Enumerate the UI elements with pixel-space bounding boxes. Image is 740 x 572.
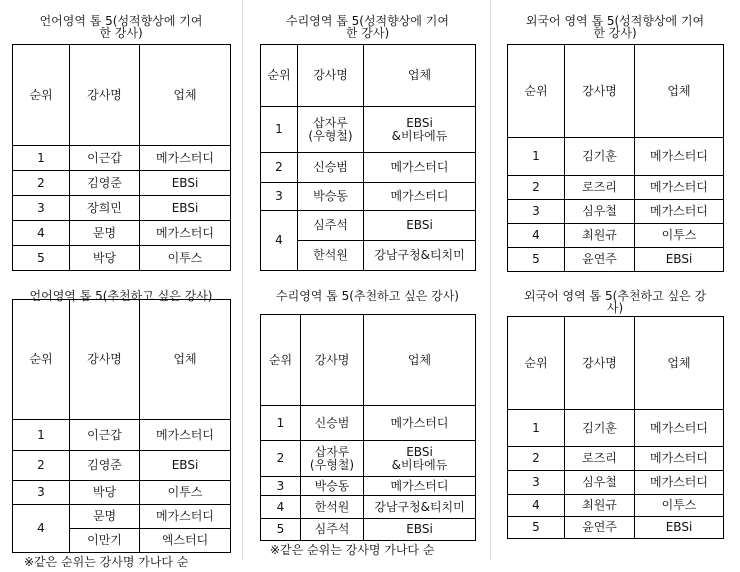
column-divider-left — [242, 0, 243, 560]
instructor-cell: 윤연주 — [565, 517, 635, 539]
rank-cell: 2 — [261, 153, 298, 183]
rank-cell: 2 — [13, 171, 70, 196]
instructor-cell: 심우철 — [565, 200, 635, 224]
rank-cell: 3 — [261, 477, 301, 496]
table-row — [508, 138, 724, 176]
rank-cell: 4 — [261, 496, 301, 519]
title-line-1: 외국어 영역 톱 5(성적향상에 기여 — [525, 14, 705, 28]
table-row — [508, 248, 724, 272]
company-cell: EBSi &비타에듀 — [364, 107, 476, 153]
rank-cell: 5 — [508, 248, 565, 272]
title-line-1: 외국어 영역 톱 5(추천하고 싶은 강 — [523, 289, 707, 303]
table-row — [13, 246, 231, 271]
company-cell: 메가스터디 — [140, 505, 231, 529]
header-instructor: 강사명 — [565, 317, 635, 410]
instructor-cell: 문명 — [70, 221, 140, 246]
panel-title — [260, 290, 475, 302]
header-row — [261, 315, 476, 406]
rank-cell: 1 — [261, 107, 298, 153]
table-row — [261, 153, 476, 183]
rank-cell: 1 — [261, 406, 301, 441]
table-row — [13, 196, 231, 221]
panel-foreign-recommended — [507, 284, 723, 572]
title-line-2: 한 강사) — [99, 26, 143, 40]
company-cell: 이투스 — [140, 481, 231, 505]
panel-title — [507, 15, 723, 39]
header-instructor: 강사명 — [70, 45, 140, 146]
instructor-cell: 이근갑 — [70, 146, 140, 171]
instructor-cell: 박당 — [70, 246, 140, 271]
instructor-cell: 한석원 — [298, 241, 364, 271]
instructor-cell: 최원규 — [565, 224, 635, 248]
title-line-1: 수리영역 톱 5(성적향상에 기여 — [286, 14, 449, 28]
instructor-cell: 윤연주 — [565, 248, 635, 272]
header-company: 업체 — [364, 45, 476, 107]
company-cell: EBSi — [140, 196, 231, 221]
table-row — [261, 441, 476, 477]
company-cell: 메가스터디 — [635, 138, 724, 176]
company-cell: 메가스터디 — [635, 447, 724, 471]
footnote-same-rank: ※같은 순위는 강사명 가나다 순 — [24, 555, 189, 569]
rank-cell: 4 — [508, 224, 565, 248]
title-line-2: 한 강사) — [593, 26, 637, 40]
table-row — [508, 447, 724, 471]
instructor-cell: 심주석 — [301, 519, 364, 541]
instructor-cell: 신승범 — [301, 406, 364, 441]
rank-cell: 2 — [508, 447, 565, 471]
instructor-cell: 김영준 — [70, 171, 140, 196]
header-row — [508, 317, 724, 410]
table-row — [261, 183, 476, 211]
instructor-cell: 심우철 — [565, 471, 635, 495]
panel-title — [12, 15, 230, 39]
rank-cell: 1 — [508, 138, 565, 176]
company-cell: 메가스터디 — [635, 471, 724, 495]
table-row — [261, 107, 476, 153]
company-cell: 메가스터디 — [364, 406, 476, 441]
instructor-cell: 장희민 — [70, 196, 140, 221]
instructor-cell: 로즈리 — [565, 447, 635, 471]
header-company: 업체 — [140, 300, 231, 420]
rank-cell: 4 — [13, 505, 70, 553]
ranking-table — [260, 44, 476, 271]
header-rank: 순위 — [13, 45, 70, 146]
company-cell: 엑스터디 — [140, 529, 231, 553]
table-row — [508, 517, 724, 539]
header-rank: 순위 — [261, 315, 301, 406]
instructor-cell: 삽자루 (우형철) — [298, 107, 364, 153]
table-row — [508, 224, 724, 248]
company-cell: 강남구청&티치미 — [364, 241, 476, 271]
company-cell: EBSi &비타에듀 — [364, 441, 476, 477]
title-line-1: 언어영역 톱 5(추천하고 싶은 강사) — [29, 289, 213, 303]
rank-cell: 4 — [508, 495, 565, 517]
header-instructor: 강사명 — [301, 315, 364, 406]
rank-cell: 5 — [13, 246, 70, 271]
footnote-same-rank: ※같은 순위는 강사명 가나다 순 — [270, 543, 435, 557]
table-row — [261, 406, 476, 441]
title-line-1: 수리영역 톱 5(추천하고 싶은 강사) — [276, 289, 459, 303]
company-cell: 메가스터디 — [635, 410, 724, 447]
instructor-cell: 박승동 — [298, 183, 364, 211]
instructor-cell: 신승범 — [298, 153, 364, 183]
company-cell: 메가스터디 — [140, 221, 231, 246]
header-company: 업체 — [635, 45, 724, 138]
header-row — [13, 45, 231, 146]
instructor-cell: 최원규 — [565, 495, 635, 517]
company-cell: 강남구청&티치미 — [364, 496, 476, 519]
rank-cell: 4 — [261, 211, 298, 271]
instructor-cell: 한석원 — [301, 496, 364, 519]
company-cell: 메가스터디 — [364, 183, 476, 211]
header-rank: 순위 — [13, 300, 70, 420]
table-row — [261, 519, 476, 541]
panel-math-improvement — [260, 0, 475, 280]
company-cell: 메가스터디 — [364, 153, 476, 183]
company-cell: 메가스터디 — [635, 200, 724, 224]
header-instructor: 강사명 — [70, 300, 140, 420]
table-row — [261, 477, 476, 496]
ranking-table — [260, 314, 476, 541]
rank-cell: 2 — [508, 176, 565, 200]
table-row — [508, 410, 724, 447]
rank-cell: 5 — [508, 517, 565, 539]
company-cell: EBSi — [364, 519, 476, 541]
company-cell: 이투스 — [635, 495, 724, 517]
instructor-cell: 박당 — [70, 481, 140, 505]
company-cell: 메가스터디 — [140, 146, 231, 171]
company-cell: EBSi — [140, 171, 231, 196]
table-row — [13, 451, 231, 481]
panel-language-recommended — [12, 284, 230, 572]
title-line-2: 사) — [606, 301, 624, 315]
header-rank: 순위 — [508, 317, 565, 410]
panel-title — [260, 15, 475, 39]
table-row — [13, 505, 231, 529]
rank-cell: 1 — [13, 420, 70, 451]
header-row — [508, 45, 724, 138]
table-row — [13, 420, 231, 451]
table-row — [13, 481, 231, 505]
instructor-cell: 김기훈 — [565, 138, 635, 176]
title-line-1: 언어영역 톱 5(성적향상에 기여 — [39, 14, 203, 28]
rank-cell: 3 — [508, 471, 565, 495]
header-row — [261, 45, 476, 107]
ranking-table — [12, 299, 231, 553]
company-cell: EBSi — [364, 211, 476, 241]
rank-cell: 3 — [508, 200, 565, 224]
ranking-table — [12, 44, 231, 271]
header-row — [13, 300, 231, 420]
table-row — [508, 495, 724, 517]
company-cell: 메가스터디 — [364, 477, 476, 496]
column-divider-right — [490, 0, 491, 560]
company-cell: EBSi — [140, 451, 231, 481]
header-instructor: 강사명 — [565, 45, 635, 138]
instructor-cell: 김영준 — [70, 451, 140, 481]
instructor-cell: 삽자루 (우형철) — [301, 441, 364, 477]
header-company: 업체 — [140, 45, 231, 146]
table-row — [13, 146, 231, 171]
header-company: 업체 — [364, 315, 476, 406]
header-rank: 순위 — [261, 45, 298, 107]
header-rank: 순위 — [508, 45, 565, 138]
table-row — [508, 200, 724, 224]
header-instructor: 강사명 — [298, 45, 364, 107]
rank-cell: 2 — [13, 451, 70, 481]
table-row — [13, 171, 231, 196]
ranking-table — [507, 316, 724, 539]
panel-math-recommended — [260, 284, 475, 572]
table-row — [508, 471, 724, 495]
rank-cell: 3 — [13, 481, 70, 505]
company-cell: 메가스터디 — [635, 176, 724, 200]
company-cell: EBSi — [635, 517, 724, 539]
header-company: 업체 — [635, 317, 724, 410]
rank-cell: 1 — [13, 146, 70, 171]
rank-cell: 5 — [261, 519, 301, 541]
title-line-2: 한 강사) — [345, 26, 390, 40]
instructor-cell: 로즈리 — [565, 176, 635, 200]
instructor-cell: 문명 — [70, 505, 140, 529]
company-cell: 이투스 — [140, 246, 231, 271]
table-row — [261, 211, 476, 241]
company-cell: 메가스터디 — [140, 420, 231, 451]
rank-cell: 3 — [13, 196, 70, 221]
rank-cell: 2 — [261, 441, 301, 477]
rank-cell: 4 — [13, 221, 70, 246]
table-row — [508, 176, 724, 200]
ranking-table — [507, 44, 724, 272]
instructor-cell: 이만기 — [70, 529, 140, 553]
instructor-cell: 박승동 — [301, 477, 364, 496]
instructor-cell: 심주석 — [298, 211, 364, 241]
rank-cell: 3 — [261, 183, 298, 211]
instructor-cell: 김기훈 — [565, 410, 635, 447]
table-row — [261, 496, 476, 519]
table-row — [13, 221, 231, 246]
instructor-cell: 이근갑 — [70, 420, 140, 451]
panel-foreign-improvement — [507, 0, 723, 280]
panel-title — [507, 290, 723, 314]
panel-language-improvement — [12, 0, 230, 280]
company-cell: EBSi — [635, 248, 724, 272]
company-cell: 이투스 — [635, 224, 724, 248]
rank-cell: 1 — [508, 410, 565, 447]
